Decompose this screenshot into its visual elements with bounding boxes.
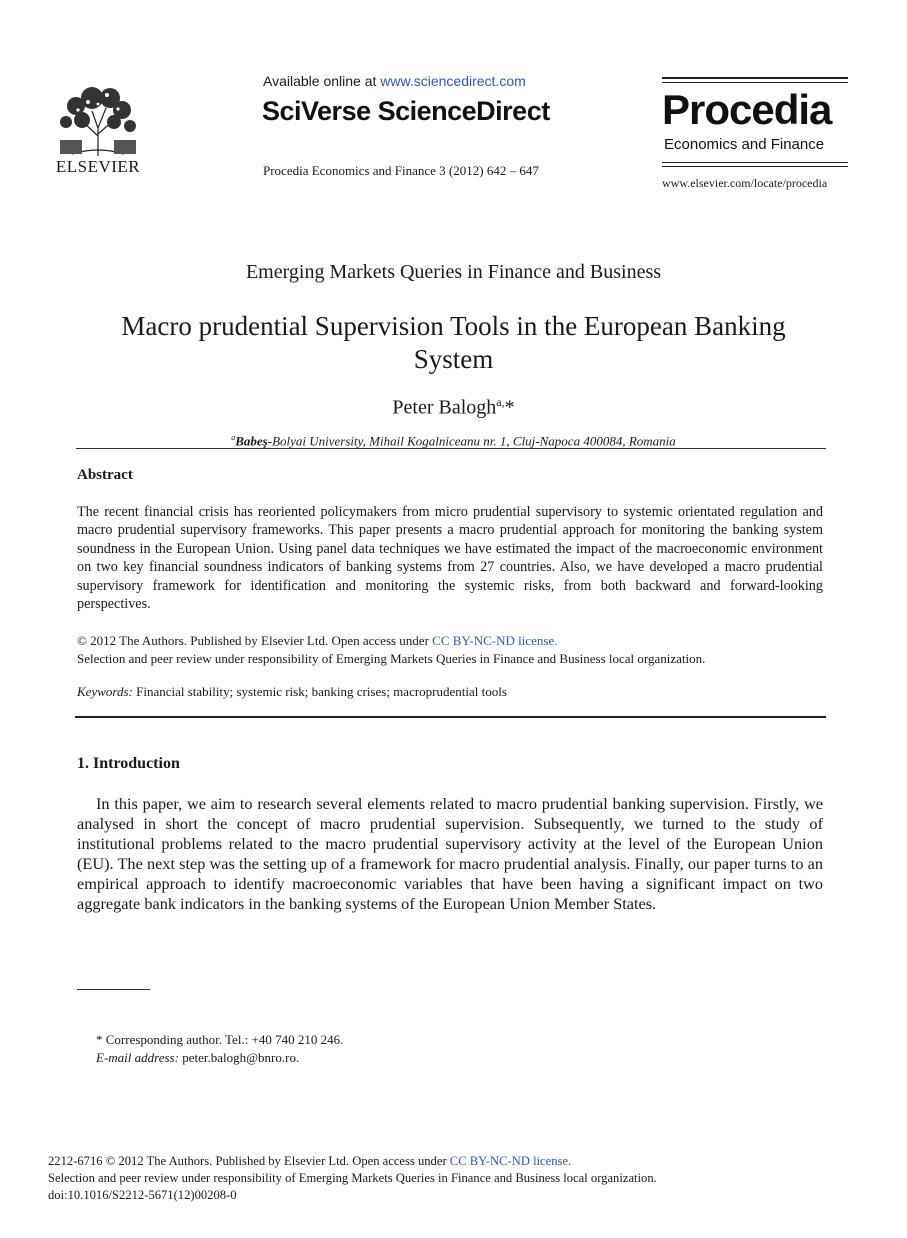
copyright: © 2012 The Authors. Published by Elsevier Ltd. <box>77 633 329 648</box>
journal-reference: Procedia Economics and Finance 3 (2012) 642 – 647 <box>263 163 539 178</box>
available-online <box>263 73 526 89</box>
copyright-block <box>77 632 705 668</box>
affiliation <box>0 433 907 449</box>
keywords <box>77 684 507 700</box>
author-name: Peter Balogh <box>392 396 497 419</box>
sciencedirect-link[interactable]: www.sciencedirect.com <box>380 73 526 89</box>
affil-rest: -Bolyai University, Mihail Kogalniceanu nr. 1, Cluj-Napoca 400084, Romania <box>267 433 676 449</box>
author-corresponding-mark: * <box>504 396 515 419</box>
footnote-rule <box>77 989 150 990</box>
keywords-label: Keywords: <box>77 684 133 699</box>
open-access-text: Open access under <box>328 633 433 648</box>
journal-rule <box>662 77 848 79</box>
journal-subtitle: Economics and Finance <box>664 136 825 153</box>
journal-url-link[interactable]: www.elsevier.com/locate/procedia <box>662 176 828 190</box>
corresponding-author: * Corresponding author. Tel.: +40 740 210 246. <box>96 1032 344 1047</box>
author-line <box>0 395 907 420</box>
peer-review-note: Selection and peer review under responsibility of Emerging Markets Queries in Finance and Business local organization. <box>77 651 706 666</box>
divider <box>75 716 826 718</box>
divider <box>76 448 826 449</box>
footnote <box>96 1031 343 1067</box>
footer-license-link[interactable]: CC BY-NC-ND license. <box>449 1154 572 1168</box>
footer-open-access: Open access under <box>349 1154 450 1168</box>
intro-paragraph: In this paper, we aim to research several elements related to macro prudential banking supervision. Firstly, we analysed in short the concept of macro prudential supervision. Subsequently, we turned to the study of institutional problems related to the macro prudential supervisory activity at the level of the European Union (EU). The next step was the setting up of a framework for macro prudential analysis. Finally, our paper turns to an empirical approach to identify macroeconomic variables that have been having a significant impact on two aggregate bank indicators in the banking systems of the European Union Member States. <box>77 794 823 913</box>
section-heading: 1. Introduction <box>77 755 180 772</box>
issn-copyright: 2212-6716 © 2012 The Authors. Published by Elsevier Ltd. <box>48 1154 350 1168</box>
journal-wordmark: Procedia <box>662 86 832 133</box>
keywords-list: Financial stability; systemic risk; banking crises; macroprudential tools <box>132 684 507 699</box>
email-label: E-mail address: <box>96 1050 179 1065</box>
license-link[interactable]: CC BY-NC-ND license. <box>432 633 558 648</box>
affil-bold: Babeş <box>235 433 268 449</box>
journal-rule <box>662 162 848 163</box>
author-affil-mark: a, <box>496 395 505 409</box>
doi: doi:10.1016/S2212-5671(12)00208-0 <box>48 1188 237 1202</box>
footer-peer-review: Selection and peer review under responsibility of Emerging Markets Queries in Finance and Business local organization. <box>48 1171 657 1185</box>
journal-rule <box>662 166 848 167</box>
affil-mark: a <box>231 433 236 442</box>
paper-title: Macro prudential Supervision Tools in the European Banking System <box>121 311 786 374</box>
abstract-heading: Abstract <box>77 467 133 483</box>
journal-rule <box>662 82 848 83</box>
page-footer <box>48 1153 657 1204</box>
platform-wordmark: SciVerse ScienceDirect <box>262 96 550 126</box>
email-address: peter.balogh@bnro.ro. <box>178 1050 300 1065</box>
conference-name: Emerging Markets Queries in Finance and Business <box>245 261 662 283</box>
abstract-text: The recent financial crisis has reoriented policymakers from micro prudential supervisory to systemic orientated regulation and macro prudential supervisory frameworks. This paper presents a macro prudential approach for monitoring the banking system soundness in the European Union. Using panel data techniques we have estimated the impact of the macroeconomic environment on two key financial soundness indicators of banking systems from 27 countries. Also, we have developed a macro prudential supervisory framework for identification and monitoring the systemic risks, from both backward and forward-looking perspectives. <box>77 504 823 613</box>
available-prefix: Available online at <box>263 73 381 89</box>
publisher-wordmark: ELSEVIER <box>55 157 141 176</box>
